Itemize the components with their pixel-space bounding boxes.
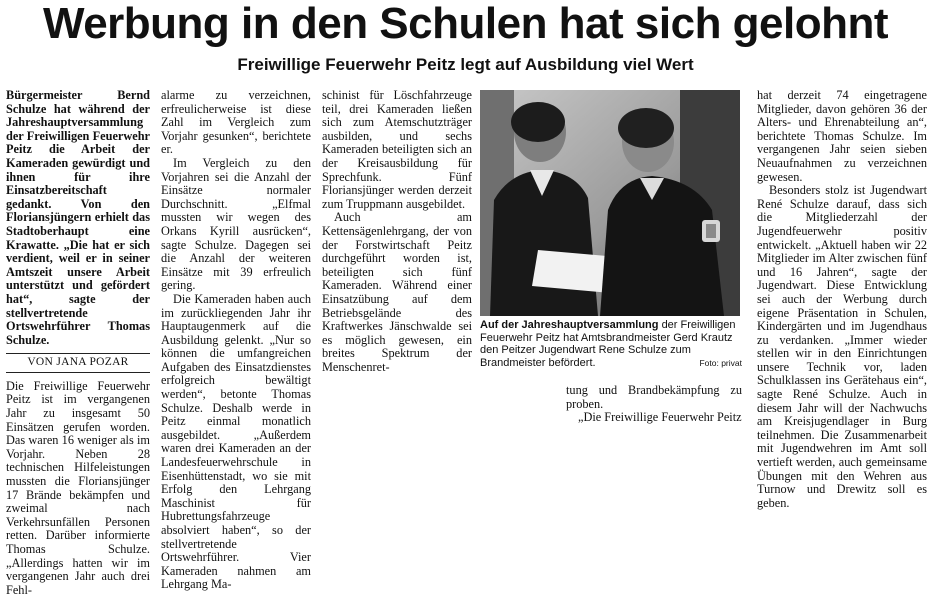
firefighters-photo-image bbox=[480, 90, 740, 316]
body-paragraph: Die Kameraden haben auch im zurückliegenden Jahr ihr Hauptaugenmerk auf die Ausbildung gelenkt. „Nur so können die umfangreichen Aufgaben des Einsatzdienstes erfolgreich bewältigt werden“, betonte Thomas Schulze. Deshalb werde in Peitz einmal monatlich ausgebildet. „Außerdem waren drei Kameraden an der Landesfeuerwehrschule in Eisenhüttenstadt, wo sie mit Erfolg den Lehrgang Maschinist für Hubrettungsfahrzeuge absolviert haben“, so der stellvertretende Ortswehrführer. Vier Kameraden nahmen am Lehrgang Ma- bbox=[161, 291, 311, 592]
caption-text: der Freiwilligen Feuerwehr Peitz hat Amtsbrandmeister Gerd Krautz den Peitzer Jugendwart Rene Schulze zum Brandmeister befördert. bbox=[480, 319, 736, 369]
body-paragraph: hat derzeit 74 eingetragene Mitglieder, davon gehören 36 der Alters- und Ehrenabteilung an“, berichtete Thomas Schulze. Im vergangenen Jahr seien sieben Neuaufnahmen zu verzeichnen gewesen. bbox=[757, 88, 927, 184]
article-subheadline: Freiwillige Feuerwehr Peitz legt auf Ausbildung viel Wert bbox=[237, 55, 694, 74]
article-headline: Werbung in den Schulen hat sich gelohnt bbox=[42, 0, 889, 48]
lead-paragraph: Bürgermeister Bernd Schulze hat während der Jahreshauptversammlung der Freiwilligen Feuerwehr Peitz die Arbeit der Kameraden gewürdigt und ihnen für ihre Einsatzbereitschaft gedankt. Von den Floriansjüngern erhielt das Stadtoberhaupt eine Krawatte. „Die hat er sich verdient, weil er in seiner Amtszeit unsere Arbeit unterstützt und gefördert hat“, sagte der stellvertretende Ortswehrführer Thomas Schulze. bbox=[6, 88, 150, 347]
article-column-5 bbox=[757, 89, 927, 510]
body-paragraph: alarme zu verzeichnen, erfreulicherweise ist diese Zahl im Vergleich zum Vorjahr gesunken“, berichtete er. bbox=[161, 88, 311, 157]
article-column-4 bbox=[566, 384, 742, 425]
article-photo bbox=[480, 90, 740, 316]
body-paragraph: Besonders stolz ist Jugendwart René Schulze darauf, dass sich die Mitgliederzahl der Jugendfeuerwehr positiv entwickelt. „Aktuell haben wir 22 Mitglieder im Alter zwischen fünf und 16 Jahren“, sagte der Jugendwart. Diese Entwicklung sei auch der Werbung durch eigene Präsentation in Schulen, Kindergärten und im Jugendhaus zu verdanken. „Immer wieder stellen wir in den Einrichtungen unsere Technik vor, laden Schulklassen ins Gerätehaus ein“, sagte René Schulze. Auch in diesem Jahr will der Nachwuchs am Kreisjugendlager in Burg teilnehmen. Die Zusammenarbeit mit Jugendwehren im Amt soll vertieft werden, auch gemeinsame Übungen mit den Wehren aus Turnow und Drewitz soll es geben. bbox=[757, 183, 927, 510]
article-column-1 bbox=[6, 89, 150, 597]
photo-caption bbox=[480, 319, 742, 369]
author-byline: VON JANA POZAR bbox=[6, 353, 150, 373]
body-paragraph: Die Freiwillige Feuerwehr Peitz ist im vergangenen Jahr zu insgesamt 50 Einsätzen gerufen worden. Das waren 16 weniger als im Vorjahr. Neben 28 technischen Hilfeleistungen mussten die Floriansjünger 17 Brände bekämpfen und zweimal nach Verkehrsunfällen Personen retten. Darüber informierte Thomas Schulze. „Allerdings hatten wir im vergangenen Jahr auch drei Fehl- bbox=[6, 378, 150, 597]
body-paragraph: Im Vergleich zu den Vorjahren sei die Anzahl der Einsätze normaler Durchschnitt. „Elfmal mussten wir wegen des Orkans Kyrill ausrücken“, sagte Schulze. Dagegen sei die Anzahl der weiteren Einsätze mit 39 erfreulich gering. bbox=[161, 155, 311, 293]
body-paragraph: tung und Brandbekämpfung zu proben. bbox=[566, 383, 742, 411]
body-paragraph: schinist für Löschfahrzeuge teil, drei Kameraden ließen sich zum Atemschutzträger ausbilden, und sechs Kameraden beteiligten sich an der Kreisausbildung für Sprechfunk. Fünf Floriansjünger werden derzeit zum Truppmann ausgebildet. bbox=[322, 88, 472, 211]
article-column-2 bbox=[161, 89, 311, 592]
body-paragraph: „Die Freiwillige Feuerwehr Peitz bbox=[578, 410, 742, 425]
photo-credit: Foto: privat bbox=[699, 357, 742, 368]
article-column-3 bbox=[322, 89, 472, 374]
body-paragraph: Auch am Kettensägenlehrgang, der von der Forstwirtschaft Peitz durchgeführt worden ist, beteiligten sich fünf Kameraden. Während einer Einsatzübung auf dem Betriebsgelände des Kraftwerkes Jänschwalde sei es möglich gewesen, ein breites Spektrum der Menschenret- bbox=[322, 210, 472, 374]
caption-title: Auf der Jahreshauptversammlung bbox=[480, 319, 659, 331]
